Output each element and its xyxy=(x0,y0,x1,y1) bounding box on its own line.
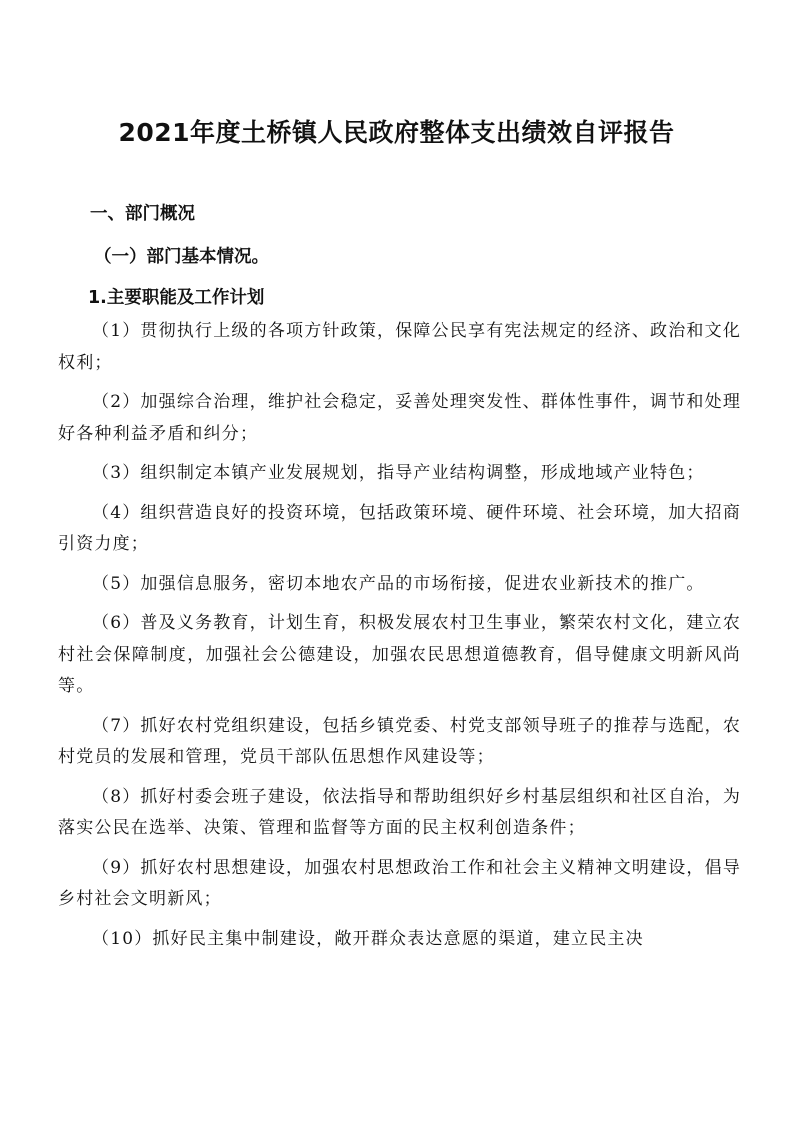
paragraph: （9）抓好农村思想建设，加强农村思想政治工作和社会主义精神文明建设，倡导乡村社会文明新风； xyxy=(58,857,742,909)
paragraph: （6）普及义务教育，计划生育，积极发展农村卫生事业，繁荣农村文化，建立农村社会保障制度，加强社会公德建设，加强农民思想道德教育，倡导健康文明新风尚等。 xyxy=(58,613,742,696)
paragraph: （3）组织制定本镇产业发展规划，指导产业结构调整，形成地域产业特色； xyxy=(92,463,705,483)
paragraph: （7）抓好农村党组织建设，包括乡镇党委、村党支部领导班子的推荐与选配，农村党员的发展和管理，党员干部队伍思想作风建设等； xyxy=(58,715,742,767)
paragraph: （1）贯彻执行上级的各项方针政策，保障公民享有宪法规定的经济、政治和文化权利； xyxy=(58,321,742,373)
paragraph: （8）抓好村委会班子建设，依法指导和帮助组织好乡村基层组织和社区自治，为落实公民在选举、决策、管理和监督等方面的民主权利创造条件； xyxy=(58,786,742,838)
section-heading: 一、部门概况 xyxy=(90,204,195,224)
paragraph: （10）抓好民主集中制建设，敞开群众表达意愿的渠道，建立民主决 xyxy=(92,928,644,949)
paragraph: （4）组织营造良好的投资环境，包括政策环境、硬件环境、社会环境，加大招商引资力度； xyxy=(58,502,742,554)
paragraph: （2）加强综合治理，维护社会稳定，妥善处理突发性、群体性事件，调节和处理好各种利益矛盾和纠分； xyxy=(58,392,742,444)
item-heading: 1.主要职能及工作计划 xyxy=(88,288,265,308)
document-body xyxy=(58,316,741,963)
report-title: 2021年度土桥镇人民政府整体支出绩效自评报告 xyxy=(118,118,675,147)
paragraph: （5）加强信息服务，密切本地农产品的市场衔接，促进农业新技术的推广。 xyxy=(92,573,705,594)
subsection-heading: （一）部门基本情况。 xyxy=(94,247,269,267)
